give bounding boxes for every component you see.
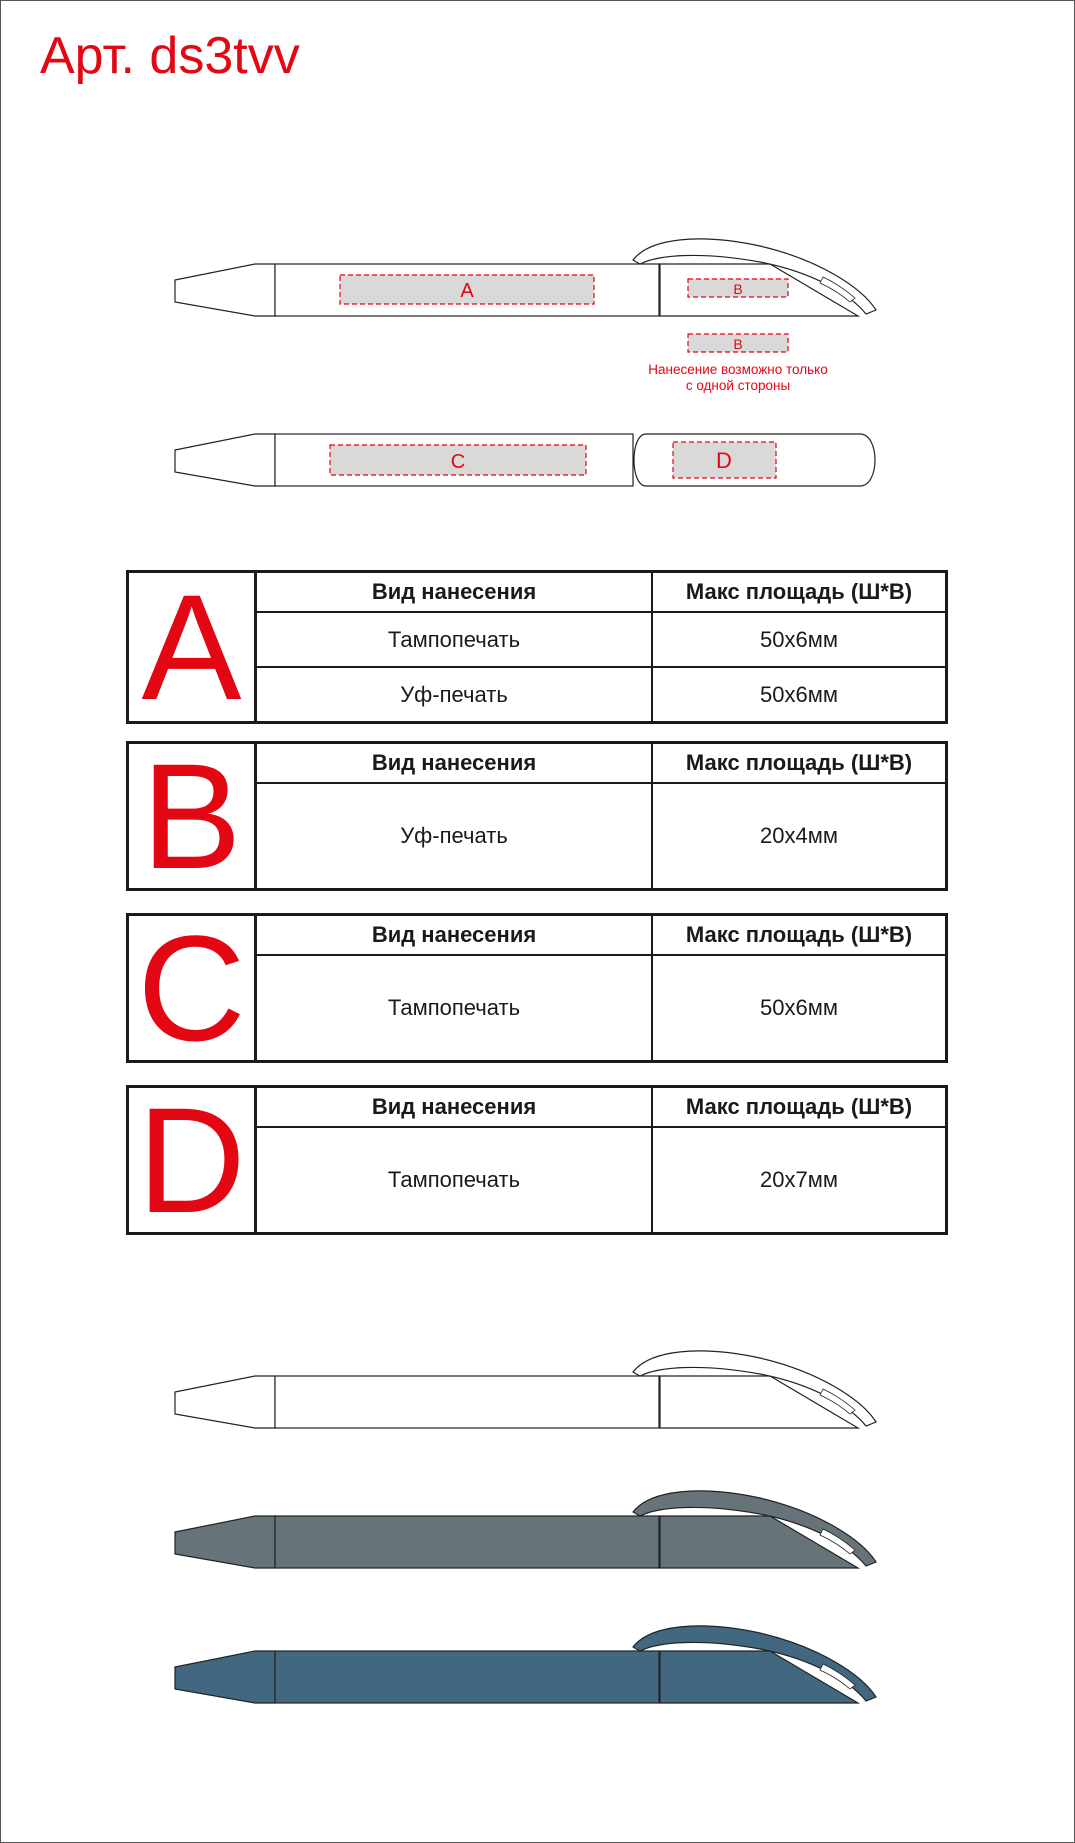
table-row	[257, 955, 945, 1060]
zone-b-bottom-label: B	[733, 336, 743, 352]
spec-block-c	[126, 904, 948, 1072]
zone-d-label: D	[716, 448, 732, 473]
spec-letter-d: D	[129, 1088, 257, 1232]
pen-variant-white	[175, 1351, 876, 1428]
column-header-area: Макс площадь (Ш*В)	[652, 916, 945, 955]
area-cell: 20х7мм	[652, 1127, 945, 1232]
spec-table-c	[257, 916, 945, 1060]
pen-variant-gray	[175, 1491, 876, 1568]
spec-block-b	[126, 732, 948, 900]
method-cell: Уф-печать	[257, 783, 652, 888]
column-header-area: Макс площадь (Ш*В)	[652, 744, 945, 783]
zone-a-label: A	[460, 280, 474, 302]
spec-letter-b: B	[129, 744, 257, 888]
column-header-method: Вид нанесения	[257, 744, 652, 783]
method-cell: Тампопечать	[257, 1127, 652, 1232]
spec-table-d	[257, 1088, 945, 1232]
note-line-2: с одной стороны	[685, 378, 791, 393]
spec-letter-c: C	[129, 916, 257, 1060]
spec-letter-a: A	[129, 573, 257, 721]
column-header-method: Вид нанесения	[257, 1088, 652, 1127]
area-cell: 50х6мм	[652, 612, 945, 667]
table-row	[257, 783, 945, 888]
zone-c-label: C	[450, 451, 466, 473]
zone-b-top-label: B	[733, 281, 743, 297]
method-cell: Тампопечать	[257, 612, 652, 667]
method-cell: Уф-печать	[257, 667, 652, 721]
spec-block-a	[126, 563, 948, 731]
area-cell: 20х4мм	[652, 783, 945, 888]
spec-block-d	[126, 1076, 948, 1244]
column-header-area: Макс площадь (Ш*В)	[652, 573, 945, 612]
method-cell: Тампопечать	[257, 955, 652, 1060]
column-header-method: Вид нанесения	[257, 916, 652, 955]
table-row	[257, 612, 945, 667]
column-header-method: Вид нанесения	[257, 573, 652, 612]
spec-table-a	[257, 573, 945, 721]
column-header-area: Макс площадь (Ш*В)	[652, 1088, 945, 1127]
article-title: Арт. ds3tvv	[40, 27, 300, 85]
table-row	[257, 667, 945, 721]
note-line-1: Нанесение возможно только	[648, 362, 828, 377]
pen-variant-blue	[175, 1626, 876, 1703]
area-cell: 50х6мм	[652, 955, 945, 1060]
area-cell: 50х6мм	[652, 667, 945, 721]
spec-table-b	[257, 744, 945, 888]
table-row	[257, 1127, 945, 1232]
